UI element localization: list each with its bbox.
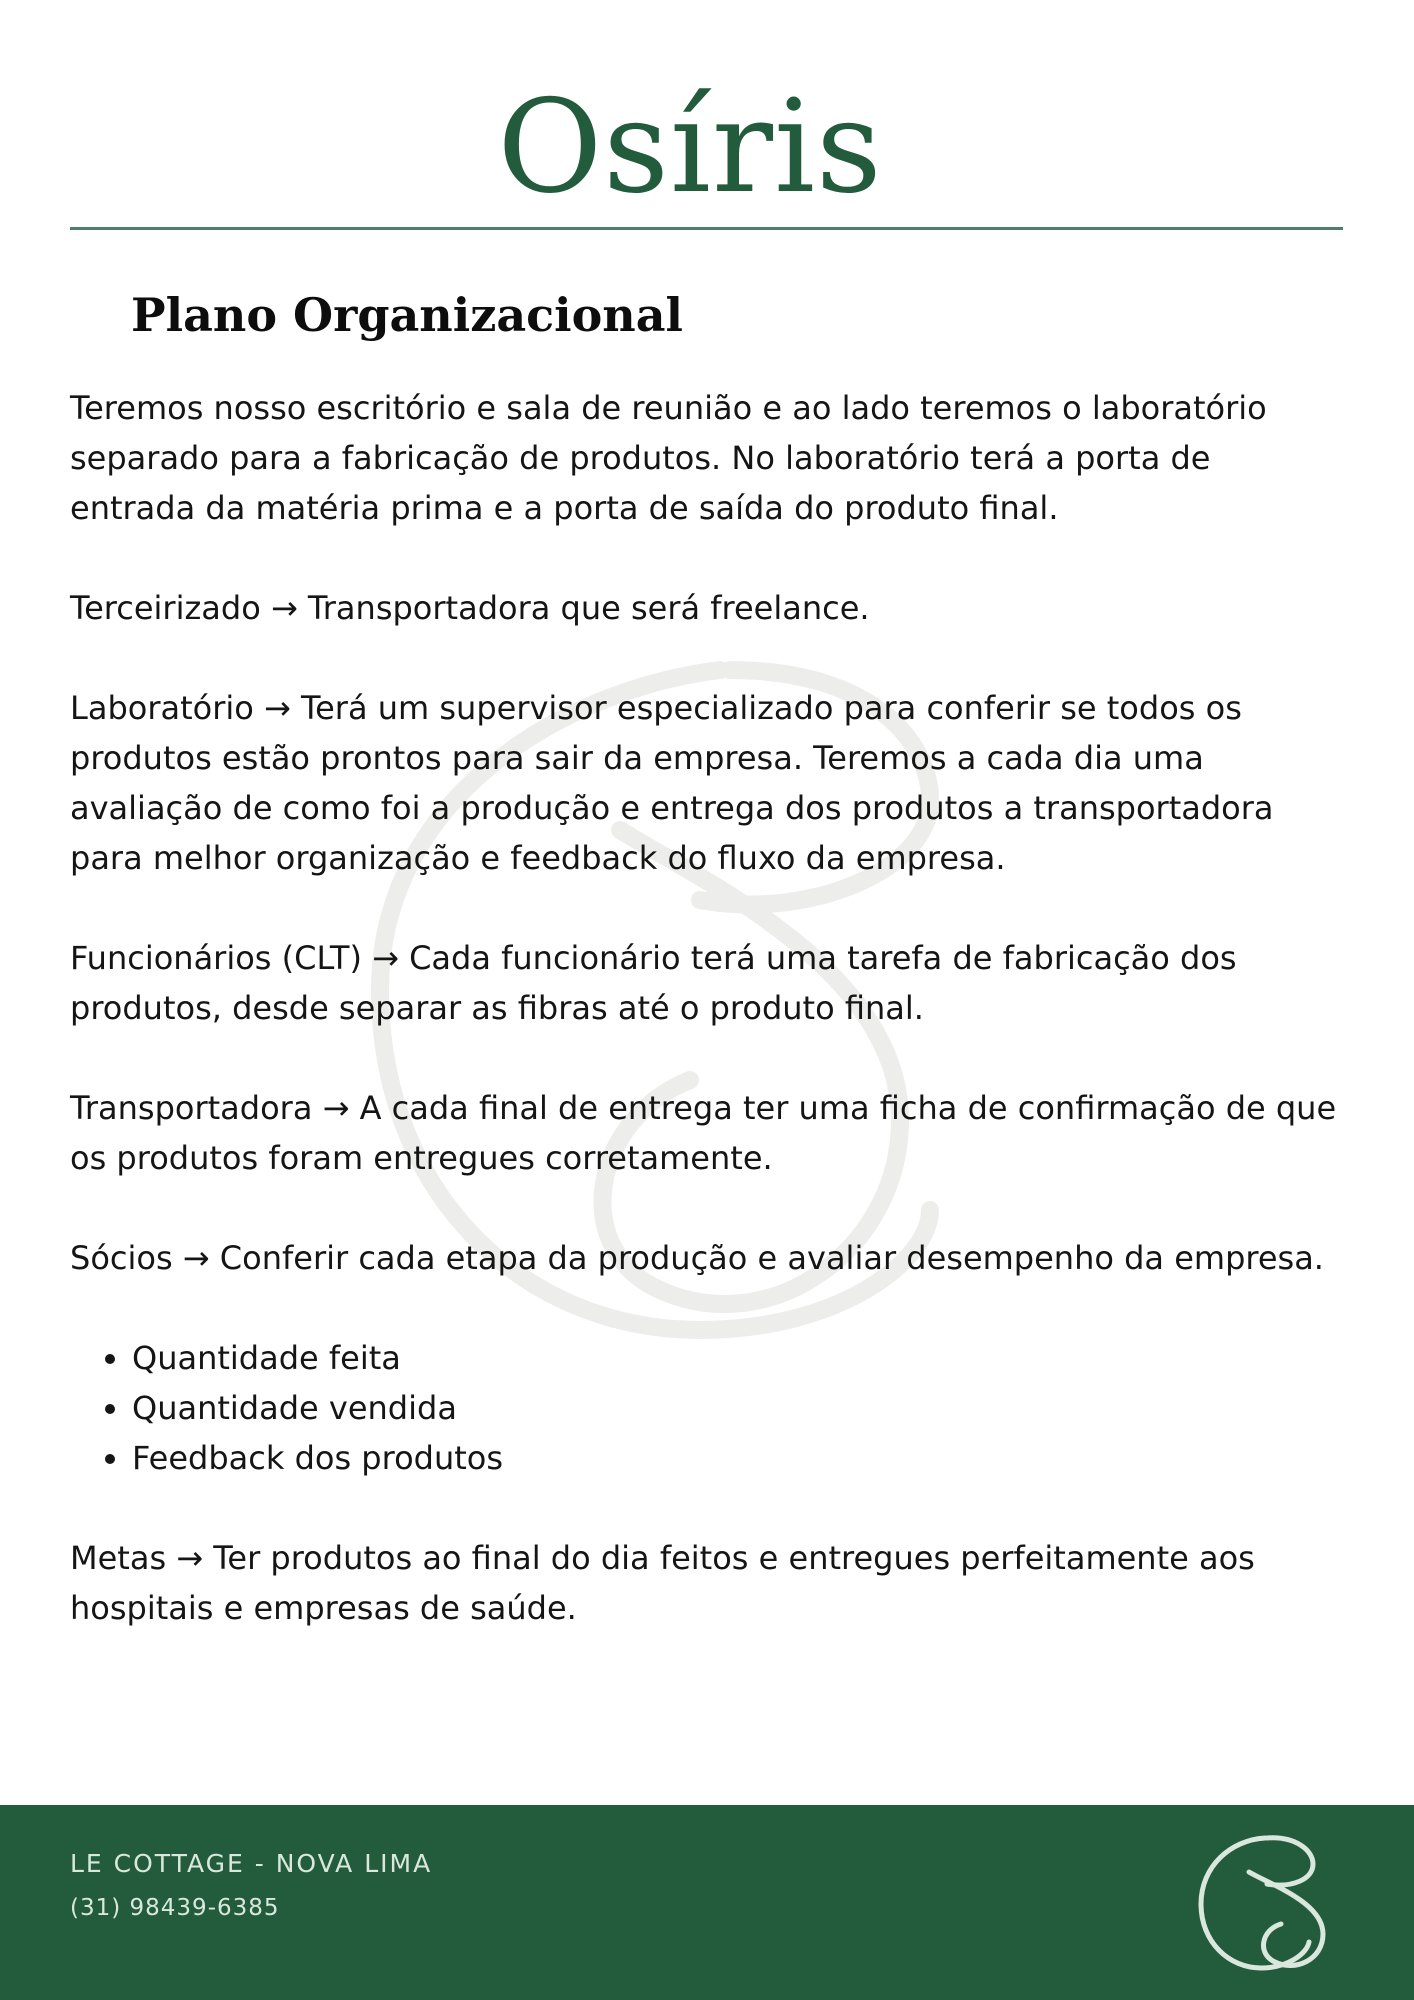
- partners-checklist: [70, 1333, 1340, 1483]
- partners-paragraph: Sócios → Conferir cada etapa da produção e avaliar desempenho da empresa.: [70, 1239, 1324, 1277]
- carrier-paragraph: Transportadora → A cada final de entrega ter uma ficha de confirmação de que os produtos foram entregues corretamente.: [70, 1089, 1337, 1177]
- section-heading: Plano Organizacional: [131, 288, 684, 342]
- monogram-logo-icon: [1195, 1832, 1335, 1972]
- document-body: [70, 383, 1340, 1683]
- laboratory-paragraph: Laboratório → Terá um supervisor especializado para conferir se todos os produtos estão prontos para sair da empresa. Teremos a cada dia uma avaliação de como foi a produção e entrega dos produtos a transportadora para melhor organização e feedback do fluxo da empresa.: [70, 689, 1274, 877]
- employees-paragraph: Funcionários (CLT) → Cada funcionário terá uma tarefa de fabricação dos produtos, desde separar as fibras até o produto final.: [70, 939, 1237, 1027]
- goals-paragraph: Metas → Ter produtos ao final do dia feitos e entregues perfeitamente aos hospitais e empresas de saúde.: [70, 1539, 1255, 1627]
- footer: [0, 1805, 1414, 2000]
- outsourced-paragraph: Terceirizado → Transportadora que será freelance.: [70, 589, 870, 627]
- footer-address: LE COTTAGE - NOVA LIMA: [70, 1849, 433, 1878]
- footer-phone: (31) 98439-6385: [70, 1895, 280, 1921]
- brand-title: Osíris: [497, 73, 883, 222]
- list-item: • Quantidade vendida: [132, 1383, 1340, 1433]
- title-divider: [70, 227, 1343, 230]
- list-item: • Feedback dos produtos: [132, 1433, 1340, 1483]
- list-item: • Quantidade feita: [132, 1333, 1340, 1383]
- intro-paragraph: Teremos nosso escritório e sala de reunião e ao lado teremos o laboratório separado para a fabricação de produtos. No laboratório terá a porta de entrada da matéria prima e a porta de saída do produto final.: [70, 389, 1267, 527]
